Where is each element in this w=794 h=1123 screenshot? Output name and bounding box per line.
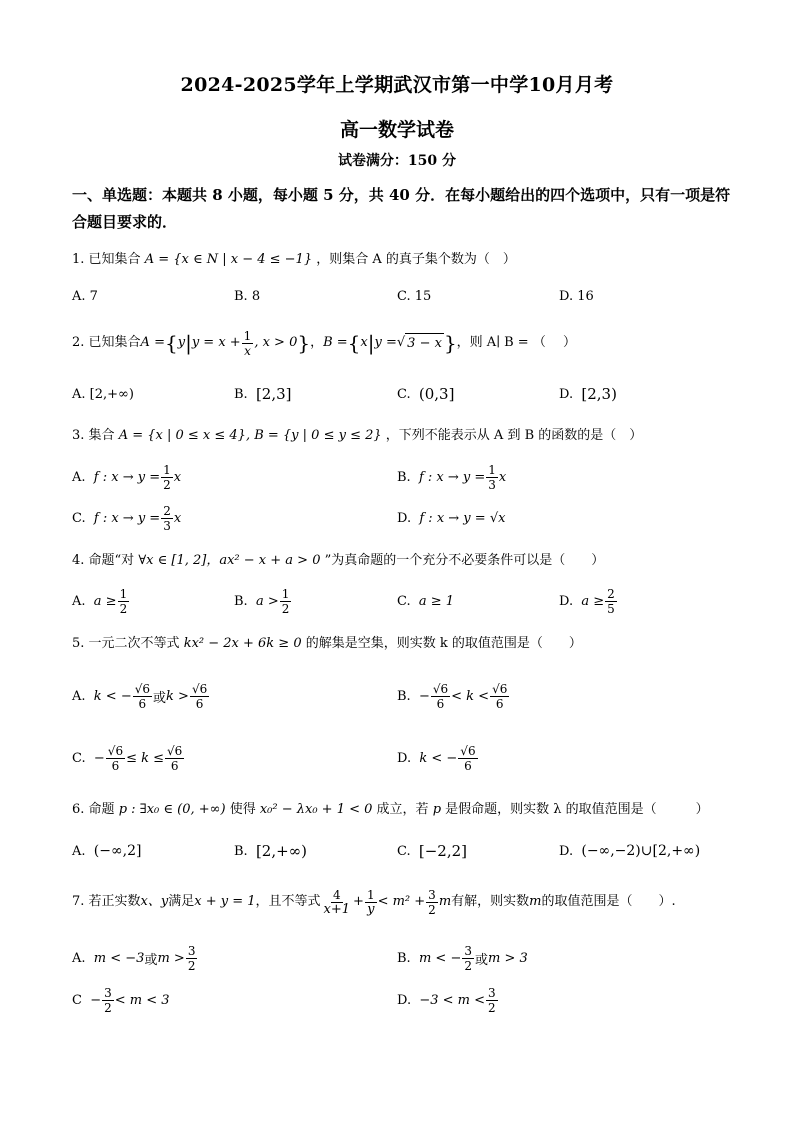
- q1-set: A = {x ∈ N | x − 4 ≤ −1}: [144, 252, 313, 267]
- q7-option-b[interactable]: B. m < − $\frac{3}{2}$ 或 m > 3: [397, 943, 528, 973]
- q4-option-c[interactable]: C. a ≥ 1: [397, 593, 455, 609]
- q7-prefix: 7. 若正实数: [72, 894, 141, 909]
- exam-title: 2024-2025学年上学期武汉市第一中学10月月考: [180, 74, 614, 96]
- section-heading: 一、单选题：本题共 8 小题，每小题 5 分，共 40 分．在每小题给出的四个选项中，只有一项是符合题目要求的．: [72, 186, 731, 231]
- q1-option-b[interactable]: B. 8: [234, 288, 261, 304]
- question-2: 2. 已知集合 A = { y | y = x + $\frac{1}{x}$ , x > 0 } ， B = { x | y = √ 3 − x } ，则 A∣ B = （ ）: [72, 328, 576, 358]
- q2-options: [72, 374, 732, 414]
- q2-set-a-label: A =: [140, 335, 165, 350]
- q5-options-row1: [72, 674, 732, 718]
- q6-options: [72, 831, 732, 871]
- q3-options-row2: [72, 498, 732, 538]
- q2-fraction: $\frac{1}{x}$: [243, 328, 252, 358]
- q3-option-c[interactable]: C. f : x → y = $\frac{2}{3}$ x: [72, 503, 182, 533]
- q6-suffix: 是假命题，则实数 λ 的取值范围是（ ）: [445, 802, 709, 817]
- q6-inequality: x₀² − λx₀ + 1 < 0: [259, 802, 373, 817]
- question-1: [72, 250, 732, 270]
- q7-option-a[interactable]: A. m < −3 或 m > $\frac{3}{2}$: [72, 943, 196, 973]
- q7-suffix: 的取值范围是（ ）.: [541, 894, 676, 909]
- q4-options: [72, 581, 732, 621]
- q5-inequality: kx² − 2x + 6k ≥ 0: [183, 636, 302, 651]
- q4-suffix: ”为真命题的一个充分不必要条件可以是（ ）: [324, 553, 605, 568]
- question-3: [72, 426, 732, 446]
- q4-condition: ∀x ∈ [1, 2]，ax² − x + a > 0: [138, 553, 321, 568]
- question-7: 7. 若正实数 x、y 满足 x + y = 1 ，且不等式 $\frac{4}{x+1}$ + $\frac{1}{y}$ < m² + $\frac{3}{2}$ m 有解，则实数 m 的取值范围是（ ）.: [72, 887, 676, 917]
- q6-option-c[interactable]: C. [−2,2]: [397, 842, 468, 860]
- q5-prefix: 5. 一元二次不等式: [72, 636, 180, 651]
- q5-options-row2: [72, 736, 732, 780]
- q1-option-a[interactable]: A. 7: [72, 288, 98, 304]
- q4-prefix: 4. 命题“对: [72, 553, 135, 568]
- q2-option-d[interactable]: D. [2,3): [559, 385, 617, 403]
- q7-option-d[interactable]: D. −3 < m < $\frac{3}{2}$: [397, 985, 496, 1015]
- q5-option-c[interactable]: C. − $\frac{√6}{6}$ ≤ k ≤ $\frac{√6}{6}$: [72, 743, 183, 773]
- q6-prefix: 6. 命题: [72, 802, 115, 817]
- q3-option-b[interactable]: B. f : x → y = $\frac{1}{3}$ x: [397, 462, 507, 492]
- q2-radicand: 3 − x: [405, 333, 444, 354]
- q3-option-a[interactable]: A. f : x → y = $\frac{1}{2}$ x: [72, 462, 182, 492]
- question-5: [72, 634, 732, 654]
- q3-sets: A = {x | 0 ≤ x ≤ 4}, B = {y | 0 ≤ y ≤ 2}: [118, 428, 382, 443]
- q1-options: [72, 276, 732, 316]
- q7-fraction-2: $\frac{1}{y}$: [366, 887, 375, 917]
- q5-suffix: 的解集是空集，则实数 k 的取值范围是（ ）: [305, 636, 582, 651]
- exam-subtitle: 高一数学试卷: [339, 119, 454, 141]
- q1-suffix: ，则集合 A 的真子集个数为（ ）: [316, 252, 516, 267]
- q6-option-b[interactable]: B. [2,+∞): [234, 842, 308, 860]
- q7-options-row2: [72, 978, 732, 1022]
- q7-fraction-3: $\frac{3}{2}$: [428, 887, 436, 917]
- question-6: 6. 命题 p : ∃x₀ ∈ (0, +∞) 使得 x₀² − λx₀ + 1 < 0 成立，若 p 是假命题，则实数 λ 的取值范围是（ ）: [72, 802, 709, 817]
- q5-option-b[interactable]: B. − $\frac{√6}{6}$ < k < $\frac{√6}{6}$: [397, 681, 508, 711]
- q1-option-d[interactable]: D. 16: [559, 288, 594, 304]
- q2-option-b[interactable]: B. [2,3]: [234, 385, 292, 403]
- q6-option-a[interactable]: A. (−∞,2]: [72, 843, 142, 859]
- q5-option-d[interactable]: D. k < − $\frac{√6}{6}$: [397, 743, 476, 773]
- question-4: [72, 551, 732, 571]
- q3-prefix: 3. 集合: [72, 428, 115, 443]
- q3-suffix: ，下列不能表示从 A 到 B 的函数的是（ ）: [385, 428, 643, 443]
- q1-option-c[interactable]: C. 15: [397, 288, 432, 304]
- q6-proposition: p : ∃x₀ ∈ (0, +∞): [118, 802, 226, 817]
- q7-fraction-1: $\frac{4}{x+1}$: [323, 887, 351, 917]
- q4-option-b[interactable]: B. a > $\frac{1}{2}$: [234, 586, 290, 616]
- q3-options-row1: [72, 457, 732, 497]
- q2-option-a[interactable]: A. [2,+∞): [72, 386, 134, 402]
- q2-set-b-label: B =: [323, 335, 348, 350]
- q5-option-a[interactable]: A. k < − $\frac{√6}{6}$ 或 k > $\frac{√6}{6}$: [72, 681, 208, 711]
- q7-option-c[interactable]: C − $\frac{3}{2}$ < m < 3: [72, 985, 170, 1015]
- q4-option-a[interactable]: A. a ≥ $\frac{1}{2}$: [72, 586, 128, 616]
- q1-prefix: 1. 已知集合: [72, 252, 141, 267]
- exam-score: 试卷满分：150 分: [337, 153, 457, 169]
- q2-option-c[interactable]: C. (0,3]: [397, 385, 455, 403]
- q3-option-d[interactable]: D. f : x → y = √x: [397, 510, 506, 526]
- q4-option-d[interactable]: D. a ≥ $\frac{2}{5}$: [559, 586, 615, 616]
- q6-option-d[interactable]: D. (−∞,−2)∪[2,+∞): [559, 843, 701, 859]
- q7-options-row1: [72, 936, 732, 980]
- q2-prefix: 2. 已知集合: [72, 335, 141, 350]
- q2-suffix: ，则 A∣ B = （ ）: [456, 335, 576, 350]
